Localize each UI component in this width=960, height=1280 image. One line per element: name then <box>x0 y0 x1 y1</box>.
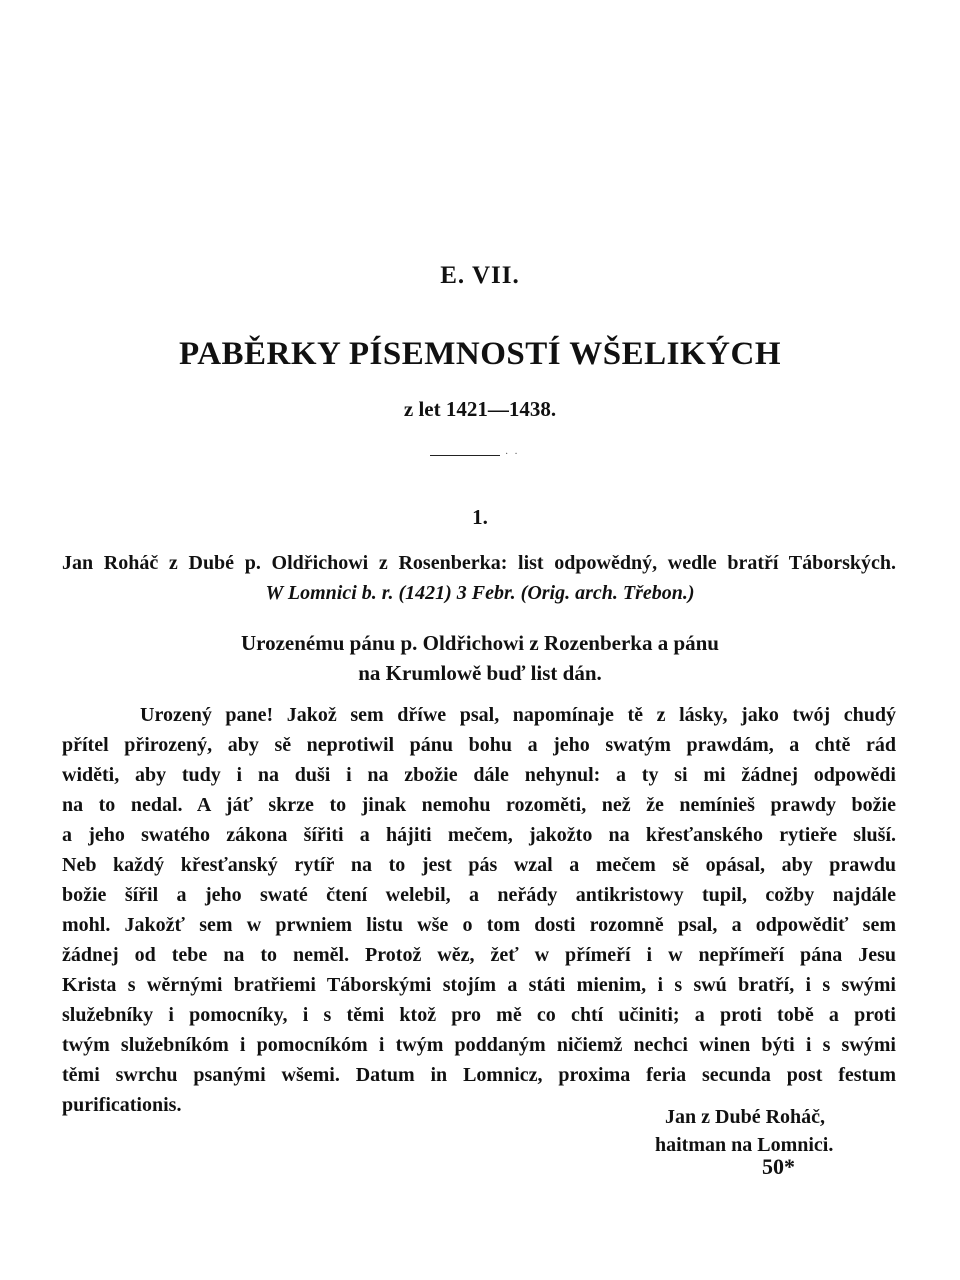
body-line: na to nedal. A jáť skrze to jinak nemohu rozoměti, než že nemínieš prawdy božie <box>62 794 896 816</box>
page-title: PABĚRKY PÍSEMNOSTÍ WŠELIKÝCH <box>178 336 781 372</box>
address-line: Urozenému pánu p. Oldřichowi z Rozenberka a pánu <box>241 631 719 655</box>
body-line: Krista s wěrnými bratřiemi Táborskými stojím a státi mienim, i s swú bratří, i s swými <box>62 974 896 996</box>
separator-rule <box>430 455 500 456</box>
document-regest: Jan Roháč z Dubé p. Oldřichowi z Rosenberka: list odpowědný, wedle bratří Táborských. <box>62 552 896 574</box>
body-line: služebníky i pomocníky, i s těmi ktož pro mě co chtí učiniti; a proti tobě a proti <box>62 1004 896 1026</box>
document-number: 1. <box>472 505 488 529</box>
body-line: přítel přirozený, aby sě neprotiwil pánu bohu a jeho swatým prawdám, a chtě rád <box>62 734 896 756</box>
signature-title: haitman na Lomnici. <box>655 1134 834 1156</box>
body-line: widěti, aby tudy i na duši i na zbožie dále nehynul: a ty si mi žádnej odpowědi <box>62 764 896 786</box>
letter-body <box>62 700 896 1120</box>
body-line: Urozený pane! Jakož sem dříwe psal, napomínaje tě z lásky, jako twój chudý <box>140 704 896 726</box>
body-line: Neb každý křesťanský rytíř na to jest pás wzal a mečem sě opásal, aby prawdu <box>62 854 896 876</box>
separator-dots: ·· <box>505 449 524 460</box>
body-line: těmi swrchu psanými wšemi. Datum in Lomnicz, proxima feria secunda post festum <box>62 1064 896 1086</box>
page-number: 50* <box>762 1154 795 1179</box>
body-line: božie šířil a jeho swaté čtení welebil, a neřády antikristowy tupil, cožby najdále <box>62 884 896 906</box>
body-line: mohl. Jakožť sem w prwniem listu wše o tom dosti rozomně psal, a odpowědiť sem <box>62 914 896 936</box>
body-line: a jeho swatého zákona šířiti a hájiti mečem, jakožto na křesťanského rytieře sluší. <box>62 824 896 846</box>
section-label: E. VII. <box>440 262 520 289</box>
date-range-subtitle: z let 1421—1438. <box>403 397 557 421</box>
body-line: twým služebníkóm i pomocníkóm i twým poddaným ničiemž nechci winen býti i s swými <box>62 1034 896 1056</box>
signature-name: Jan z Dubé Roháč, <box>665 1106 826 1128</box>
body-line: purificationis. <box>62 1094 182 1116</box>
body-line: žádnej od tebe na to neměl. Protož wěz, žeť w přímeří i w nepřímeří pána Jesu <box>62 944 896 966</box>
address-line: na Krumlowě buď list dán. <box>358 661 602 685</box>
letter-address <box>0 628 960 688</box>
document-source-note: W Lomnici b. r. (1421) 3 Febr. (Orig. arch. Třebon.) <box>265 582 695 604</box>
letter-signature <box>655 1103 895 1159</box>
